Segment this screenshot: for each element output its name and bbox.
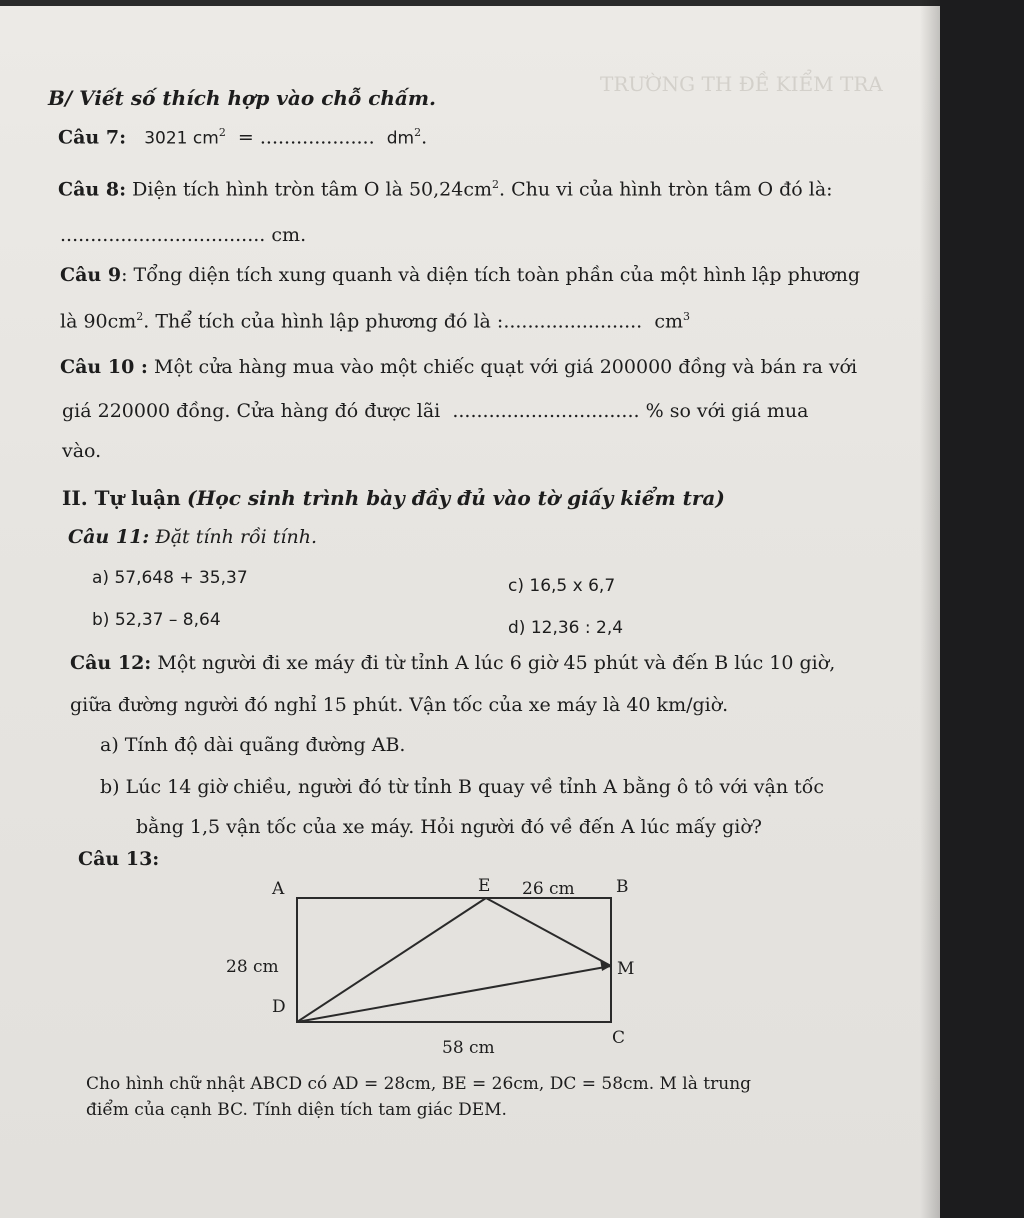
- q10-blank: ...............................: [452, 400, 640, 422]
- q9-label: Câu 9: [60, 264, 122, 286]
- q12-text-1: Một người đi xe máy đi từ tỉnh A lúc 6 giờ 45 phút và đến B lúc 10 giờ,: [157, 652, 836, 674]
- q13-text-1: Cho hình chữ nhật ABCD có AD = 28cm, BE = 26cm, DC = 58cm. M là trung: [86, 1074, 752, 1094]
- q9-unit: cm: [654, 310, 683, 333]
- q12-line-2: giữa đường người đó nghỉ 15 phút. Vận tốc của xe máy là 40 km/giờ.: [70, 694, 729, 716]
- q8-line: Câu 8: Diện tích hình tròn tâm O là $50,24cm^2$. Chu vi của hình tròn tâm O đó là:: [58, 178, 833, 201]
- q7-label: Câu 7:: [58, 126, 127, 149]
- label-b: B: [616, 877, 629, 897]
- label-ad: 28 cm: [226, 957, 279, 977]
- q12-b-2: bằng 1,5 vận tốc của xe máy. Hỏi người đó về đến A lúc mấy giờ?: [136, 816, 762, 838]
- q11-label: Câu 11:: [68, 526, 150, 548]
- rectangle-abcd: [297, 898, 611, 1022]
- q8-blank: ..................................: [60, 224, 266, 246]
- label-d: D: [272, 997, 286, 1017]
- label-dc: 58 cm: [442, 1038, 495, 1058]
- q9-text-1: : Tổng diện tích xung quanh và diện tích toàn phần của một hình lập phương: [121, 264, 861, 286]
- q10-text-2-tail: % so với giá mua: [645, 400, 809, 422]
- q9-line-2: là $90cm^2$. Thể tích của hình lập phương đó là :....................... $cm^3$: [60, 310, 690, 333]
- label-m: M: [617, 959, 635, 979]
- label-be: 26 cm: [522, 879, 575, 899]
- q11-text: Đặt tính rồi tính.: [155, 526, 317, 548]
- label-c: C: [612, 1028, 626, 1048]
- q7-blank: ...................: [259, 126, 375, 149]
- segment-de: [297, 898, 486, 1022]
- q9-text-2a: là 90cm: [60, 310, 137, 333]
- q8-text-tail: . Chu vi của hình tròn tâm O đó là:: [499, 178, 833, 201]
- segment-em: [486, 898, 611, 966]
- q11-b: b) 52,37 – 8,64: [92, 610, 221, 630]
- q9-text-2b: . Thể tích của hình lập phương đó là :: [143, 310, 504, 333]
- q7-tail: .: [421, 126, 428, 149]
- q8-unit: cm.: [271, 224, 307, 246]
- q12-b-1: b) Lúc 14 giờ chiều, người đó từ tỉnh B quay về tỉnh A bằng ô tô với vận tốc: [100, 776, 825, 798]
- q10-line-3: vào.: [62, 440, 102, 462]
- label-a: A: [272, 879, 285, 899]
- q8-label: Câu 8:: [58, 178, 127, 201]
- q9-unit-sup: 3: [683, 310, 690, 323]
- q12-a: a) Tính độ dài quãng đường AB.: [100, 734, 406, 756]
- q10-text-2: giá 220000 đồng. Cửa hàng đó được lãi: [62, 400, 441, 422]
- q7-eq: =: [237, 126, 254, 149]
- section-b-title: B/ Viết số thích hợp vào chỗ chấm.: [48, 86, 437, 110]
- label-e: E: [478, 876, 491, 896]
- q8-text: Diện tích hình tròn tâm O là 50,24cm: [132, 178, 493, 201]
- q12-label: Câu 12:: [70, 652, 152, 674]
- q11-d: d) 12,36 : 2,4: [508, 618, 624, 638]
- m-arrow-mark: [600, 959, 611, 971]
- q11-a: a) 57,648 + 35,37: [92, 568, 248, 588]
- q10-label: Câu 10 :: [60, 356, 148, 378]
- q11-c: c) 16,5 x 6,7: [508, 576, 616, 596]
- q9-blank: .......................: [503, 310, 643, 333]
- q13-text-2: điểm của cạnh BC. Tính diện tích tam giác DEM.: [86, 1100, 507, 1120]
- q7-line: Câu 7: 3021 $cm^2$ = ................... $dm^2$.: [58, 126, 428, 149]
- ghost-header: TRƯỜNG TH ĐỀ KIỂM TRA: [600, 72, 883, 96]
- q13-label: Câu 13:: [78, 848, 160, 870]
- q7-unit: dm: [386, 128, 415, 149]
- section-ii-bold: II. Tự luận: [62, 486, 181, 510]
- section-ii-italic: (Học sinh trình bày đầy đủ vào tờ giấy kiểm tra): [187, 486, 725, 510]
- q10-text-1: Một cửa hàng mua vào một chiếc quạt với giá 200000 đồng và bán ra với: [153, 356, 858, 378]
- segment-dm: [297, 966, 611, 1022]
- q7-left: 3021 cm: [144, 128, 219, 149]
